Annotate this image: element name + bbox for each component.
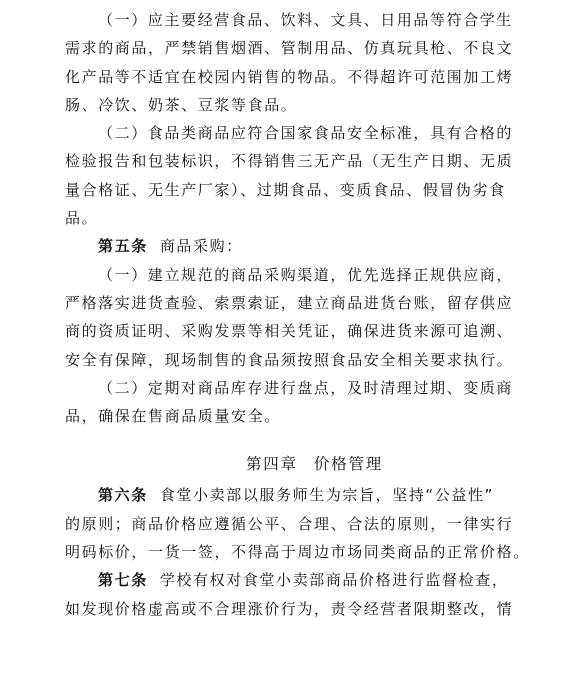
paragraph-line: （一）应主要经营食品、饮料、文具、日用品等符合学生 [98, 11, 514, 29]
chapter-heading [65, 450, 568, 478]
chapter-number: 第四章 [246, 455, 298, 474]
paragraph-line: 品。 [65, 209, 99, 228]
paragraph-line: （一）建立规范的商品采购渠道，优先选择正规供应商， [98, 265, 514, 284]
article-7 [65, 566, 568, 594]
article-7-text: 学校有权对食堂小卖部商品价格进行监督检查， [159, 571, 509, 590]
paragraph-line: 明码标价，一货一签，不得高于周边市场同类商品的正常价格。 [65, 543, 530, 562]
chapter-title: 价格管理 [313, 455, 384, 474]
paragraph-line: （二）食品类商品应符合国家食品安全标准，具有合格的 [98, 124, 514, 143]
paragraph-line: 肠、冷饮、奶茶、豆浆等食品。 [65, 95, 298, 114]
paragraph-line: 化产品等不适宜在校园内销售的物品。不得超许可范围加工烤 [65, 67, 514, 86]
paragraph-line: 需求的商品，严禁销售烟酒、管制用品、仿真玩具枪、不良文 [65, 39, 514, 58]
article-6-title: 第六条 [98, 486, 148, 505]
paragraph-line: 严格落实进货查验、索票索证，建立商品进货台账，留存供应 [65, 293, 514, 312]
paragraph-line: 量合格证、无生产厂家）、过期食品、变质食品、假冒伪劣食 [65, 180, 506, 199]
article-7-title: 第七条 [98, 571, 148, 590]
article-5-text: 商品采购： [159, 237, 243, 256]
article-5-title: 第五条 [98, 237, 148, 256]
article-6-text: 食堂小卖部以服务师生为宗旨，坚持“公益性” [159, 486, 494, 505]
paragraph-line: 如发现价格虚高或不合理涨价行为，责令经营者限期整改，情 [65, 599, 514, 618]
paragraph-line: 品，确保在售商品质量安全。 [65, 407, 281, 426]
paragraph-line: 的原则；商品价格应遵循公平、合理、合法的原则，一律实行 [65, 514, 514, 533]
paragraph-line: （二）定期对商品库存进行盘点，及时清理过期、变质商 [98, 378, 514, 397]
paragraph-line: 安全有保障，现场制售的食品须按照食品安全相关要求执行。 [65, 350, 514, 369]
article-5 [65, 232, 568, 260]
paragraph-line: 检验报告和包装标识，不得销售三无产品（无生产日期、无质 [65, 152, 514, 171]
article-6 [65, 481, 568, 509]
paragraph-line: 商的资质证明、采购发票等相关凭证，确保进货来源可追溯、 [65, 322, 514, 341]
